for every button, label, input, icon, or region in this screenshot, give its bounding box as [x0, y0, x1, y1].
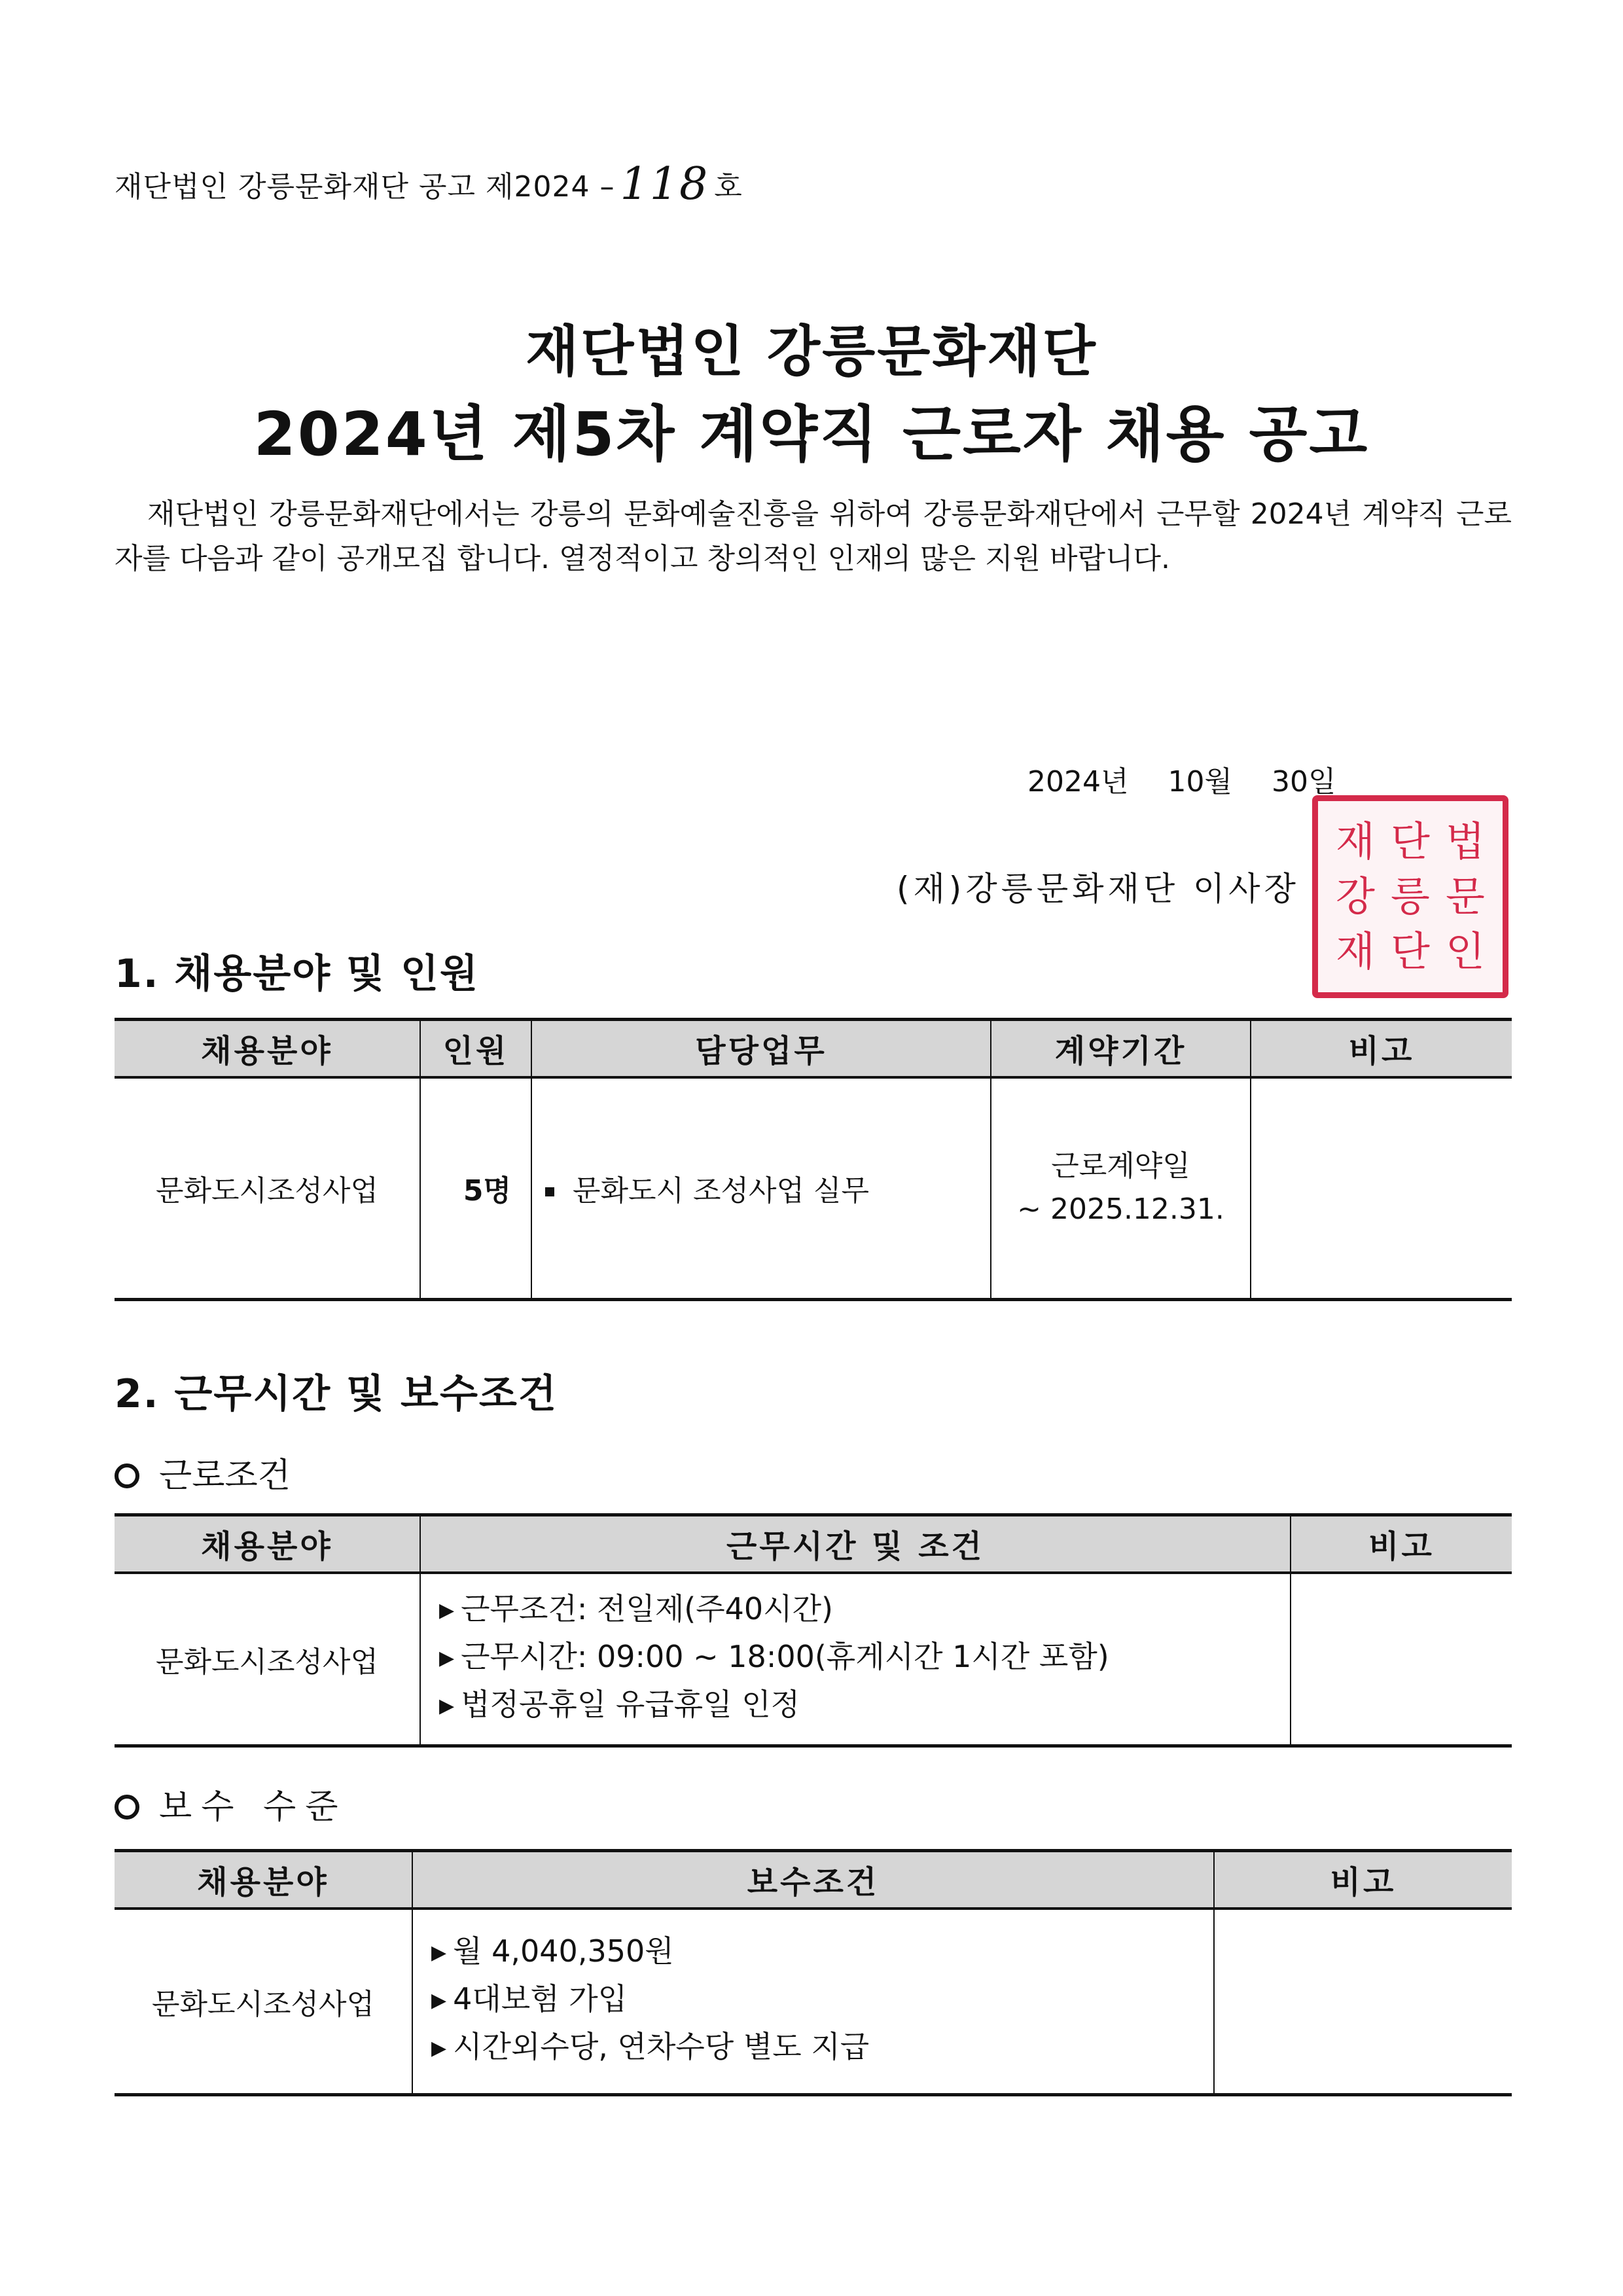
recruitment-table — [115, 1018, 1512, 1301]
cell-note — [1214, 1909, 1512, 2095]
pay-subheading-text: 보수 수준 — [159, 1787, 348, 1827]
title-announcement: 2024년 제5차 계약직 근로자 채용 공고 — [253, 399, 1370, 469]
triangle-bullet-icon: ▶ — [439, 1599, 455, 1623]
header-pay: 보수조건 — [412, 1851, 1214, 1909]
pay-list — [413, 1929, 1213, 2073]
triangle-bullet-icon: ▶ — [431, 2037, 447, 2060]
list-item: ▶ 4대보험 가입 — [431, 1981, 628, 2017]
cell-field: 문화도시조성사업 — [115, 1573, 420, 1746]
section2-heading: 2. 근무시간 및 보수조건 — [115, 1371, 558, 1417]
seal-glyph: 강 — [1336, 872, 1375, 920]
triangle-bullet-icon: ▶ — [439, 1647, 455, 1670]
header-period: 계약기간 — [991, 1020, 1251, 1077]
list-item: ▶ 월 4,040,350원 — [431, 1933, 674, 1969]
announcement-date — [1027, 758, 1336, 800]
seal-glyph: 재 — [1336, 817, 1375, 865]
date-day: 30일 — [1271, 765, 1336, 798]
official-seal-stamp — [1312, 795, 1508, 998]
seal-glyph: 문 — [1446, 872, 1485, 920]
list-item: ▶ 근무시간: 09:00 ~ 18:00(휴게시간 1시간 포함) — [439, 1639, 1109, 1675]
seal-characters — [1329, 816, 1491, 978]
notice-handwritten-number: 118 — [620, 158, 709, 210]
list-item: ▶ 시간외수당, 연차수당 별도 지급 — [431, 2029, 870, 2065]
header-note: 비고 — [1251, 1020, 1512, 1077]
header-field: 채용분야 — [115, 1020, 420, 1077]
cell-pay — [412, 1909, 1214, 2095]
section1-heading: 1. 채용분야 및 인원 — [115, 951, 479, 997]
recruitment-table-header — [115, 1020, 1512, 1077]
circle-bullet-icon — [115, 1463, 139, 1488]
header-note: 비고 — [1214, 1851, 1512, 1909]
duty-text: 문화도시 조성사업 실무 — [573, 1174, 870, 1208]
seal-glyph: 단 — [1391, 817, 1430, 865]
work-subheading-text: 근로조건 — [159, 1456, 291, 1496]
date-month: 10월 — [1168, 765, 1232, 798]
cell-field: 문화도시조성사업 — [115, 1909, 412, 2095]
triangle-bullet-icon: ▶ — [439, 1695, 455, 1718]
header-duty: 담당업무 — [531, 1020, 991, 1077]
triangle-bullet-icon: ▶ — [431, 1989, 447, 2013]
square-bullet-icon — [545, 1187, 554, 1196]
pay-table-header — [115, 1851, 1512, 1909]
work-table-header — [115, 1515, 1512, 1573]
signer: (재)강릉문화재단 이사장 — [897, 870, 1300, 908]
seal-glyph: 인 — [1446, 927, 1485, 975]
cell-period — [991, 1077, 1251, 1300]
cell-count: 5명 — [420, 1077, 531, 1300]
circle-bullet-icon — [115, 1795, 139, 1820]
table-row — [115, 1909, 1512, 2095]
cell-duty — [531, 1077, 991, 1300]
period-start: 근로계약일 — [1051, 1149, 1190, 1183]
work-conditions-table — [115, 1513, 1512, 1748]
cell-note — [1291, 1573, 1512, 1746]
pay-conditions-table — [115, 1849, 1512, 2096]
cell-note — [1251, 1077, 1512, 1300]
title-organization: 재단법인 강릉문화재단 — [526, 319, 1097, 384]
seal-glyph: 단 — [1391, 927, 1430, 975]
intro-paragraph — [115, 492, 1512, 581]
pay-level-subheading — [115, 1779, 347, 1828]
period-end: ~ 2025.12.31. — [1017, 1193, 1224, 1227]
header-count: 인원 — [420, 1020, 531, 1077]
notice-number — [115, 156, 743, 210]
table-row — [115, 1573, 1512, 1746]
list-item: ▶ 근무조건: 전일제(주40시간) — [439, 1591, 833, 1627]
list-item: ▶ 법정공휴일 유급휴일 인정 — [439, 1687, 800, 1723]
date-year: 2024년 — [1027, 765, 1129, 798]
cell-field: 문화도시조성사업 — [115, 1077, 420, 1300]
intro-text: 재단법인 강릉문화재단에서는 강릉의 문화예술진흥을 위하여 강릉문화재단에서 근무할 2024년 계약직 근로자를 다음과 같이 공개모집 합니다. 열정적이고 창의적인 인재의 많은 지원 바랍니다. — [115, 497, 1512, 575]
seal-glyph: 재 — [1336, 927, 1375, 975]
work-conditions-subheading — [115, 1448, 291, 1497]
header-field: 채용분야 — [115, 1851, 412, 1909]
seal-glyph: 법 — [1446, 817, 1485, 865]
notice-suffix: 호 — [714, 170, 743, 204]
notice-prefix: 재단법인 강릉문화재단 공고 제2024 – — [115, 170, 615, 204]
header-conditions: 근무시간 및 조건 — [420, 1515, 1291, 1573]
seal-glyph: 릉 — [1391, 872, 1430, 920]
triangle-bullet-icon: ▶ — [431, 1941, 447, 1965]
header-note: 비고 — [1291, 1515, 1512, 1573]
header-field: 채용분야 — [115, 1515, 420, 1573]
conditions-list — [421, 1587, 1290, 1731]
table-row — [115, 1077, 1512, 1300]
cell-conditions — [420, 1573, 1291, 1746]
